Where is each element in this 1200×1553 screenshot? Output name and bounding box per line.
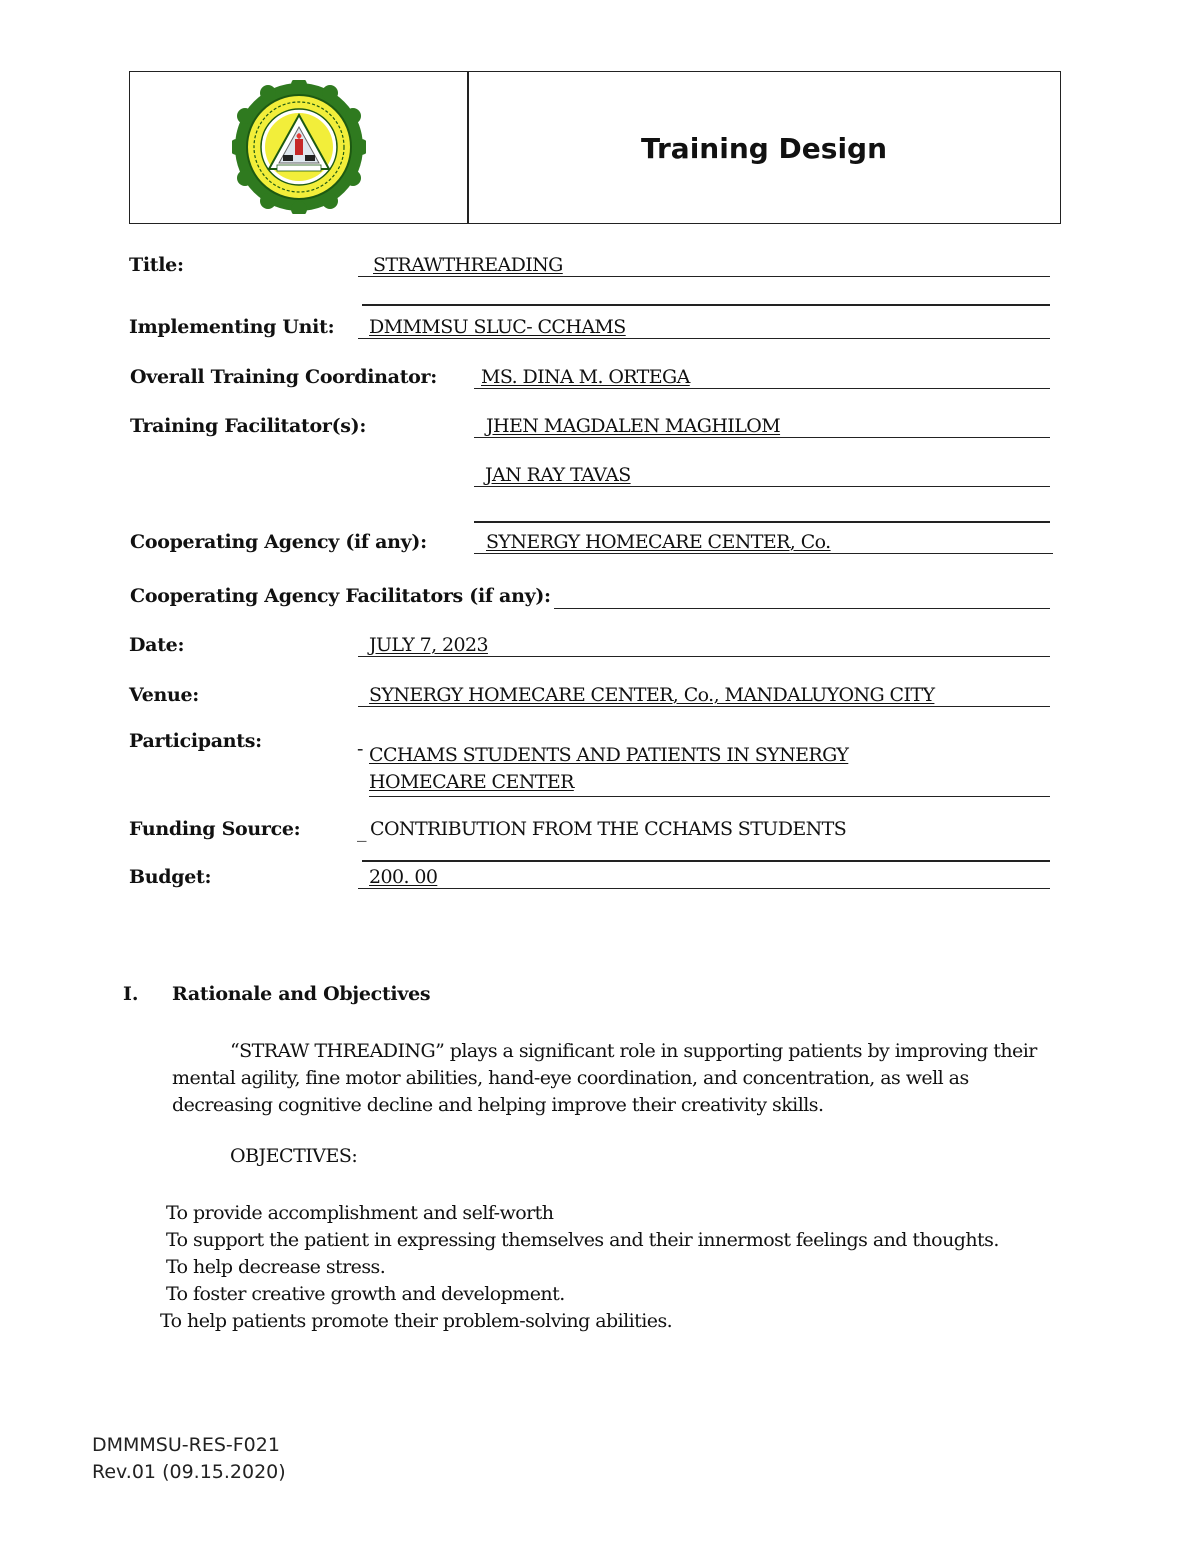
participants-line-2: HOMECARE CENTER <box>369 771 574 793</box>
agency-facilitators-label: Cooperating Agency Facilitators (if any): <box>130 585 551 607</box>
coordinator-value: MS. DINA M. ORTEGA <box>474 366 1050 389</box>
venue-value: SYNERGY HOMECARE CENTER, Co., MANDALUYONG CITY <box>358 684 1050 707</box>
date-label: Date: <box>129 634 185 656</box>
form-code: DMMMSU-RES-F021 <box>92 1434 280 1456</box>
header-box <box>129 71 1061 224</box>
facilitator-2-value: JAN RAY TAVAS <box>474 464 1050 487</box>
section-number: I. <box>123 983 139 1005</box>
revision-info: Rev.01 (09.15.2020) <box>92 1461 286 1483</box>
university-seal-icon <box>232 80 366 214</box>
section-title: Rationale and Objectives <box>172 983 431 1005</box>
budget-label: Budget: <box>129 866 212 888</box>
venue-label: Venue: <box>129 684 200 706</box>
participants-value <box>369 742 1050 797</box>
funding-source-value: CONTRIBUTION FROM THE CCHAMS STUDENTS <box>370 818 847 840</box>
objective-item: To support the patient in expressing themselves and their innermost feelings and thoughts. <box>166 1229 999 1251</box>
rationale-paragraph: “STRAW THREADING” plays a significant role in supporting patients by improving their mental agility, fine motor abilities, hand-eye coordination, and concentration, as well as decreasing cognitive decline and helping improve their creativity skills. <box>172 1040 1037 1116</box>
cooperating-agency-value: SYNERGY HOMECARE CENTER, Co. <box>474 531 1053 554</box>
coordinator-label: Overall Training Coordinator: <box>130 366 437 388</box>
participants-label: Participants: <box>129 730 262 752</box>
separator-line <box>362 304 1050 306</box>
objectives-heading: OBJECTIVES: <box>230 1145 358 1167</box>
date-value: JULY 7, 2023 <box>358 634 1050 657</box>
title-label: Title: <box>129 254 184 276</box>
separator-line <box>474 521 1050 523</box>
implementing-unit-value: DMMMSU SLUC- CCHAMS <box>358 316 1050 339</box>
cooperating-agency-label: Cooperating Agency (if any): <box>130 531 427 553</box>
implementing-unit-label: Implementing Unit: <box>129 316 335 338</box>
participants-line-1: CCHAMS STUDENTS AND PATIENTS IN SYNERGY <box>369 744 849 766</box>
agency-facilitators-value <box>554 585 1050 609</box>
footer <box>92 1432 286 1486</box>
participants-dash: - <box>357 738 364 760</box>
document-title: Training Design <box>640 132 888 165</box>
objective-item: To foster creative growth and development. <box>166 1283 565 1305</box>
title-value: STRAWTHREADING <box>358 254 1050 277</box>
objective-item: To provide accomplishment and self-worth <box>166 1202 554 1224</box>
funding-source-label: Funding Source: <box>129 818 301 840</box>
budget-value: 200. 00 <box>358 866 1050 889</box>
facilitator-1-value: JHEN MAGDALEN MAGHILOM <box>474 415 1050 438</box>
objective-item: To help decrease stress. <box>166 1256 386 1278</box>
separator-line <box>362 860 1050 862</box>
objectives-list <box>160 1200 999 1335</box>
funding-underscore: _ <box>357 820 367 842</box>
objective-item: To help patients promote their problem-solving abilities. <box>160 1310 673 1332</box>
facilitators-label: Training Facilitator(s): <box>130 415 367 437</box>
